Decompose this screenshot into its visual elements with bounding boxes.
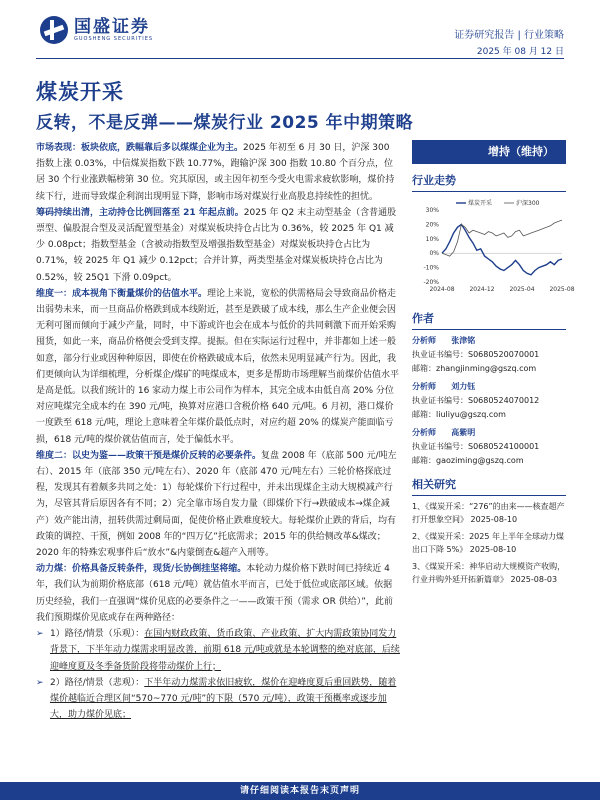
author-email[interactable]: 邮箱：zhangjinming@gszq.com (412, 364, 537, 373)
author-role: 分析师 (412, 428, 436, 437)
report-date: 2025 年 08 月 12 日 (476, 47, 564, 57)
logo-english: GUOSHENG SECURITIES (74, 36, 154, 42)
logo-icon (40, 16, 68, 44)
paragraph-lead: 筹码持续出清，主动持仓比例回落至 21 年起点前。 (36, 207, 244, 218)
author-email[interactable]: 邮箱：gaoziming@gszq.com (412, 456, 524, 465)
paragraph-text: 2025 年 Q2 末主动型基金（含普通股票型、偏股混合型及灵活配置型基金）对煤炭板块持仓占比为 0.36%，较 2025 年 Q1 减少 0.08pct；指数型基金（含被动指数型及增强指数型基金）对煤炭板块持仓占比为 0.71%，较 2025 年 Q1 减少 0.12pct；合并计算，两类型基金对煤炭板块持仓占比为 0.52%，较 25Q1 下滑 0.09pct。 (36, 207, 397, 283)
x-tick-label: 2025-08 (549, 286, 575, 293)
bullet-item (36, 675, 400, 724)
rating-badge: 增持（维持） (412, 140, 566, 164)
author-name: 高紫明 (451, 428, 476, 437)
bullet-label: 1）路径/情景（乐观）： (50, 629, 145, 640)
y-tick-label: 0% (429, 250, 439, 258)
related-list (412, 500, 566, 586)
header-divider (36, 58, 564, 59)
report-title: 反转，不是反弹——煤炭行业 2025 年中期策略 (36, 113, 414, 133)
paragraph-lead: 维度二：以史为鉴——政策干预是煤价反转的必要条件。 (36, 450, 262, 461)
sidebar (412, 140, 575, 590)
author-entry (412, 334, 566, 376)
author-name: 刘力钰 (451, 382, 476, 391)
x-tick-label: 2024-12 (469, 286, 495, 293)
y-tick-label: -10% (423, 264, 439, 272)
logo-name: 国盛证券 (74, 17, 150, 37)
trend-chart (412, 198, 575, 298)
related-title: 相关研究 (412, 468, 566, 496)
author-list (412, 334, 566, 468)
paragraph-text: 理论上来说，宽松的供需格局会导致商品价格走出弱势未来，而一旦商品价格跌到成本线附近，甚至是跌破了成本线，那么生产企业便会因无利可图而倾向于减少产量，同时，中下游或许也会在成本与低价的共同刺激下而开始采购囤货，如此一来，商品价格便会受到支撑。提振。但在实际运行过程中，并非都如上述一般如意，部分行业或因种种原因，即使在价格跌破成本后，依然未见明显减产行为。因此，我们更倾向认为详细梳理，分析煤企/煤矿的吨煤成本，更多是帮助市场理解当前煤价估值水平是高是低。以我们统计的 16 家动力煤上市公司作为样本，其完全成本由低自高 20% 分位对应吨煤完全成本约在 390 元/吨，换算对应港口含税价格 640 元/吨。6 月初，港口煤价一度跌至 618 元/吨，理论上意味着全年煤价最低点时，对应约超 20% 的煤炭产能面临亏损，618 元/吨的煤价就估值而言，处于偏低水平。 (36, 288, 400, 445)
related-item[interactable]: 2、《煤炭开采：2025 年上半年全球动力煤出口下降 5%》 2025-08-10 (412, 532, 564, 554)
authors-title: 作者 (412, 302, 566, 330)
bullet-item (36, 626, 400, 675)
author-role: 分析师 (412, 382, 436, 391)
industry-name: 煤炭开采 (36, 80, 124, 104)
paragraph-lead: 动力煤：价格具备反转条件，现货/长协倒挂坚将缩。 (36, 564, 247, 575)
paragraph-text: 本轮动力煤价格下跌时间已持续近 4 年，我们认为前期价格底部（618 元/吨）就估值水平而言，已处于低位或底部区域。依据历史经验，我们一直强调“煤价见底的必要条件之一——政策干预（需求 OR 供给）”，此前我们预期煤价见底或存在两种路径： (36, 564, 393, 623)
legend-label: 沪深300 (516, 200, 540, 207)
footer-disclaimer: 请仔细阅读本报告末页声明 (0, 782, 600, 800)
company-logo (40, 16, 153, 44)
x-tick-label: 2024-08 (429, 286, 455, 293)
author-entry (412, 426, 566, 468)
paragraph (36, 286, 400, 448)
author-cert: 执业证书编号：S0680520070001 (412, 350, 540, 359)
paragraph-lead: 市场表现：板块依底，跌幅靠后多以煤煤企业为主。 (36, 143, 244, 153)
bullet-icon: ➢ (36, 677, 44, 688)
report-type: 证券研究报告 | 行业策略 (454, 30, 564, 41)
y-tick-label: 10% (425, 235, 439, 243)
legend-label: 煤炭开采 (468, 200, 493, 207)
paragraph (36, 140, 400, 205)
author-name: 张津铭 (451, 336, 476, 345)
author-email[interactable]: 邮箱：liuliyu@gszq.com (412, 410, 506, 419)
author-entry (412, 380, 566, 422)
bullet-text: 在国内财政政策、货币政策、产业政策、扩大内需政策协同发力背景下，下半年动力煤需求明显改善，前期 618 元/吨或就是本轮调整的绝对底部，后续迎峰度夏及冬季备货阶段将带动煤价上行； (50, 629, 400, 672)
bullet-icon: ➢ (36, 629, 44, 640)
paragraph-text: 2025 年初至 6 月 30 日，沪深 300 指数上涨 0.03%，中信煤炭指数下跌 10.77%，跑输沪深 300 指数 10.80 个百分点，位居 30 个行业涨跌幅榜第 30 位。究其原因，或主因年初至今受火电需求疲软影响，煤价持续下行，进而导致煤企利润出现明显下降，影响市场对煤炭行业高股息持续性的担忧。 (36, 143, 395, 202)
y-tick-label: 30% (425, 207, 439, 214)
y-tick-label: -20% (423, 279, 439, 286)
author-role: 分析师 (412, 336, 436, 345)
report-body (36, 140, 400, 723)
paragraph (36, 205, 400, 286)
trend-title: 行业走势 (412, 164, 566, 192)
related-item[interactable]: 3、《煤炭开采：神华启动大规模资产收购，行业并购外延开拓新篇章》 2025-08-03 (412, 562, 566, 584)
related-item[interactable]: 1、《煤炭开采：“276”的由来——核查超产打开想象空间》 2025-08-10 (412, 502, 565, 524)
paragraph (36, 448, 400, 561)
x-tick-label: 2025-04 (509, 286, 535, 293)
author-cert: 执业证书编号：S0680524070012 (412, 396, 540, 405)
report-header (0, 0, 600, 58)
author-cert: 执业证书编号：S0680524100001 (412, 442, 540, 451)
paragraph (36, 561, 400, 626)
bullet-text: 下半年动力煤需求依旧疲软，煤价在迎峰度夏后重回跌势，随着煤价越临近合理区间“570~770 元/吨”的下限（570 元/吨），政策干预概率或逐步加大，助力煤价见底； (50, 677, 397, 721)
y-tick-label: 20% (425, 221, 439, 229)
bullet-label: 2）路径/情景（悲观）： (50, 677, 145, 688)
paragraph-text: 复盘 2008 年（底部 500 元/吨左右）、2015 年（底部 350 元/吨左右）、2020 年（底部 470 元/吨左右）三轮价格探底过程，发现其有着颇多共同之处：1）每轮煤价下行过程中，并未出现煤企主动大规模减产行为，尽管其背后原因各有不同；2）完全靠市场自发力量（即煤价下行→跌破成本→煤企减产）效产能出清，扭转供需过剩局面，促使价格止跌难度较大。每轮煤价止跌的背后，均有政策的调控、干预，例如 2008 年的“四万亿”托底需求；2015 年的供给侧改革&煤改；2020 年的特殊宏观事件后“放水”&内蒙倒查&超产入刑等。 (36, 450, 397, 559)
paragraph-lead: 维度一：成本视角下衡量煤价的估值水平。 (36, 288, 208, 299)
